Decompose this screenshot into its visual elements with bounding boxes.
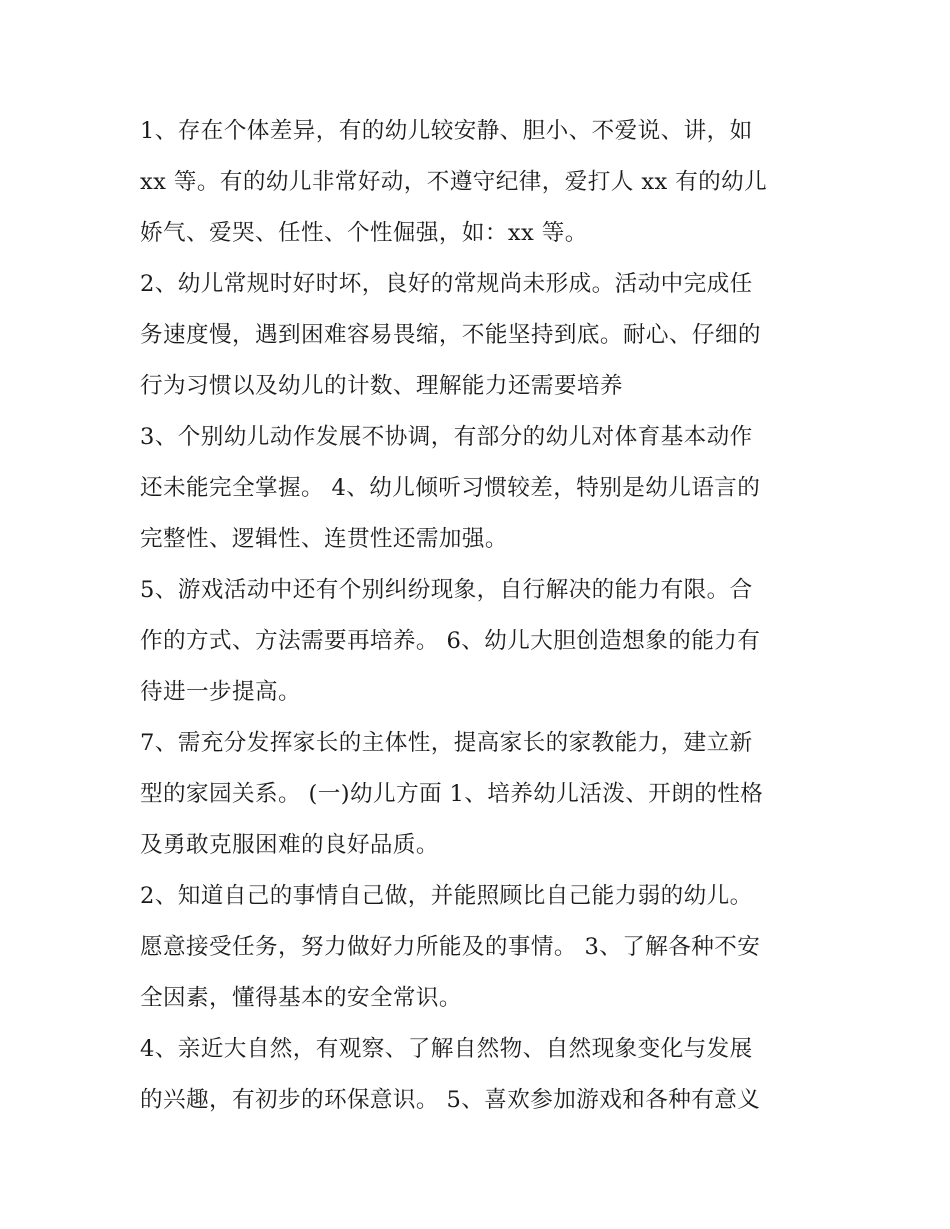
text-line: 作的方式、方法需要再培养。 6、幼儿大胆创造想象的能力有 (140, 628, 761, 654)
text-line: 4、亲近大自然，有观察、了解自然物、自然现象变化与发展 (140, 1036, 753, 1062)
text-line: 愿意接受任务，努力做好力所能及的事情。 3、了解各种不安 (140, 934, 761, 960)
text-line: 型的家园关系。 (一)幼儿方面 1、培养幼儿活泼、开朗的性格 (140, 781, 764, 807)
text-line: 7、需充分发挥家长的主体性，提高家长的家教能力，建立新 (140, 730, 753, 756)
paragraph-6 (140, 871, 820, 1024)
text-line: 全因素，懂得基本的安全常识。 (140, 985, 462, 1011)
text-line: 5、游戏活动中还有个别纠纷现象，自行解决的能力有限。合 (140, 577, 753, 603)
paragraph-1 (140, 106, 820, 259)
text-line: 2、知道自己的事情自己做，并能照顾比自己能力弱的幼儿。 (140, 883, 753, 909)
text-line: 及勇敢克服困难的良好品质。 (140, 832, 439, 858)
text-line: 1、存在个体差异，有的幼儿较安静、胆小、不爱说、讲，如 (140, 118, 753, 144)
document-body (140, 106, 820, 1126)
paragraph-5 (140, 718, 820, 871)
text-line: xx 等。有的幼儿非常好动，不遵守纪律，爱打人 xx 有的幼儿 (140, 169, 768, 195)
text-line: 2、幼儿常规时好时坏，良好的常规尚未形成。活动中完成任 (140, 271, 753, 297)
text-line: 娇气、爱哭、任性、个性倔强，如：xx 等。 (140, 220, 588, 246)
text-line: 完整性、逻辑性、连贯性还需加强。 (140, 526, 508, 552)
text-line: 3、个别幼儿动作发展不协调，有部分的幼儿对体育基本动作 (140, 424, 753, 450)
paragraph-3 (140, 412, 820, 565)
paragraph-7 (140, 1024, 820, 1126)
text-line: 的兴趣，有初步的环保意识。 5、喜欢参加游戏和各种有意义 (140, 1087, 761, 1113)
text-line: 还未能完全掌握。 4、幼儿倾听习惯较差，特别是幼儿语言的 (140, 475, 761, 501)
text-line: 待进一步提高。 (140, 679, 301, 705)
text-line: 务速度慢，遇到困难容易畏缩，不能坚持到底。耐心、仔细的 (140, 322, 761, 348)
text-line: 行为习惯以及幼儿的计数、理解能力还需要培养 (140, 373, 623, 399)
paragraph-2 (140, 259, 820, 412)
paragraph-4 (140, 565, 820, 718)
